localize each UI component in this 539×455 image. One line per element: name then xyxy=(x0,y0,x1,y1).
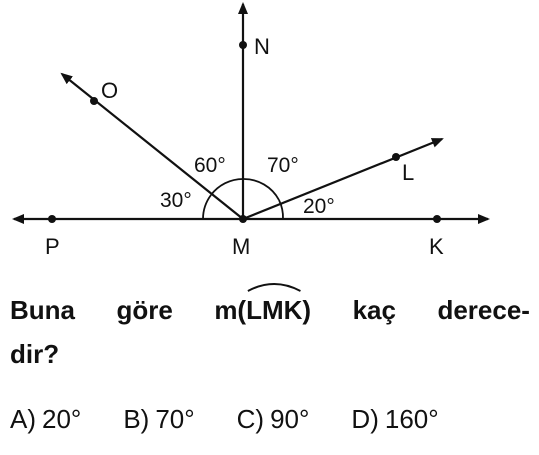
measure-close: ) xyxy=(302,295,312,325)
question-line-2: dir? xyxy=(10,339,60,369)
question-word: derece- xyxy=(437,295,530,325)
ray-MO xyxy=(62,74,243,219)
label-N: N xyxy=(254,34,270,59)
question-word: göre xyxy=(116,295,173,325)
option-letter: C) xyxy=(236,404,265,434)
angle-arc-OMN-NML xyxy=(211,179,279,200)
question-word: kaç xyxy=(352,295,396,325)
option-value: 90° xyxy=(270,404,310,434)
point-O xyxy=(90,97,98,105)
question-word: Buna xyxy=(10,295,75,325)
angle-name: LMK xyxy=(246,295,303,325)
question-text xyxy=(10,288,530,376)
angle-name-with-arc xyxy=(246,288,302,332)
label-P: P xyxy=(45,234,60,259)
option-b[interactable] xyxy=(123,404,194,435)
label-M: M xyxy=(232,234,251,259)
point-N xyxy=(239,41,247,49)
option-value: 20° xyxy=(42,404,82,434)
question-line-1 xyxy=(10,288,530,332)
point-L xyxy=(392,153,400,161)
point-M xyxy=(239,215,247,223)
label-L: L xyxy=(402,160,415,185)
option-letter: B) xyxy=(123,404,150,434)
option-d[interactable] xyxy=(351,404,438,435)
label-K: K xyxy=(429,234,444,259)
option-a[interactable] xyxy=(10,404,81,435)
angle-measure-expression xyxy=(214,288,311,332)
angle-label-20: 20° xyxy=(303,195,335,218)
angle-arc-PMO xyxy=(203,195,211,219)
option-letter: D) xyxy=(351,404,379,434)
option-value: 70° xyxy=(155,404,195,434)
angle-label-30: 30° xyxy=(160,189,192,212)
angle-arc-symbol xyxy=(246,280,302,292)
answer-options xyxy=(10,404,530,435)
option-c[interactable] xyxy=(237,404,310,435)
angle-label-70: 70° xyxy=(267,154,299,177)
label-O: O xyxy=(101,78,119,103)
angle-label-60: 60° xyxy=(194,154,226,177)
measure-open: m( xyxy=(214,295,247,325)
point-K xyxy=(433,215,441,223)
option-letter: A) xyxy=(10,404,36,434)
option-value: 160° xyxy=(384,404,439,434)
point-P xyxy=(48,215,56,223)
